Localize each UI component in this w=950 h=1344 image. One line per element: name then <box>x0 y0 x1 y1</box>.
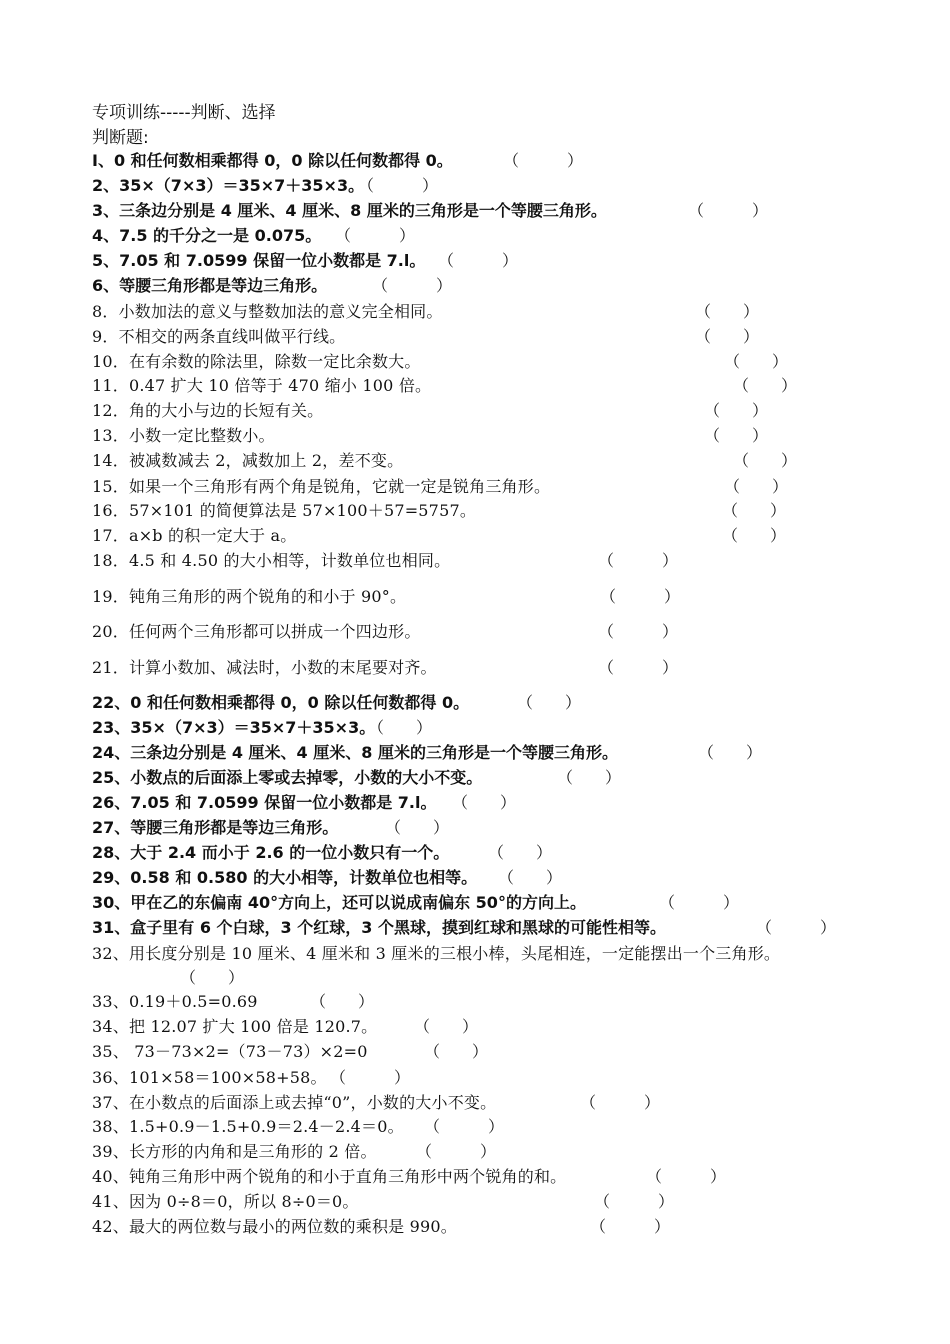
question-33: 33、0.19＋0.5=0.69 <box>92 992 258 1011</box>
question-10: 10．在有余数的除法里，除数一定比余数大。 <box>92 352 421 371</box>
question-9: 9．不相交的两条直线叫做平行线。 <box>92 327 346 346</box>
question-30: 30、甲在乙的东偏南 40°方向上，还可以说成南偏东 50°的方向上。 <box>92 893 586 912</box>
question-34: 34、把 12.07 扩大 100 倍是 120.7。 <box>92 1017 378 1036</box>
answer-blank-28[interactable]: （ ） <box>488 843 553 862</box>
question-2: 2、35×（7×3）＝35×7＋35×3。 <box>92 176 365 195</box>
question-31: 31、盒子里有 6 个白球，3 个红球，3 个黑球，摸到红球和黑球的可能性相等。 <box>92 918 666 937</box>
question-8: 8．小数加法的意义与整数加法的意义完全相同。 <box>92 302 443 321</box>
question-38: 38、1.5+0.9－1.5+0.9＝2.4－2.4＝0。 <box>92 1117 404 1136</box>
answer-blank-23[interactable]: （ ） <box>368 718 433 737</box>
answer-blank-4[interactable]: （ ） <box>335 226 416 245</box>
question-37: 37、在小数点的后面添上或去掉“0”，小数的大小不变。 <box>92 1093 497 1112</box>
question-1: I、0 和任何数相乘都得 0，0 除以任何数都得 0。 <box>92 151 453 170</box>
question-25: 25、小数点的后面添上零或去掉零，小数的大小不变。 <box>92 768 483 787</box>
answer-blank-11[interactable]: （ ） <box>733 376 798 395</box>
page-title: 专项训练-----判断、选择 <box>92 103 276 123</box>
question-20: 20．任何两个三角形都可以拼成一个四边形。 <box>92 622 421 641</box>
answer-blank-40[interactable]: （ ） <box>646 1167 727 1186</box>
question-23: 23、35×（7×3）＝35×7＋35×3。 <box>92 718 376 737</box>
answer-blank-1[interactable]: （ ） <box>503 151 584 170</box>
answer-blank-37[interactable]: （ ） <box>580 1093 661 1112</box>
answer-blank-15[interactable]: （ ） <box>724 477 789 496</box>
answer-blank-20[interactable]: （ ） <box>598 622 679 641</box>
question-42: 42、最大的两位数与最小的两位数的乘积是 990。 <box>92 1217 457 1236</box>
answer-blank-39[interactable]: （ ） <box>416 1142 497 1161</box>
section-label: 判断题: <box>92 128 149 148</box>
answer-blank-2[interactable]: （ ） <box>358 176 439 195</box>
question-22: 22、0 和任何数相乘都得 0，0 除以任何数都得 0。 <box>92 693 470 712</box>
answer-blank-8[interactable]: （ ） <box>695 302 760 321</box>
answer-blank-30[interactable]: （ ） <box>659 893 740 912</box>
question-11: 11．0.47 扩大 10 倍等于 470 缩小 100 倍。 <box>92 376 432 395</box>
answer-blank-33[interactable]: （ ） <box>310 992 375 1011</box>
answer-blank-27[interactable]: （ ） <box>385 818 450 837</box>
answer-blank-31[interactable]: （ ） <box>756 918 837 937</box>
answer-blank-34[interactable]: （ ） <box>414 1017 479 1036</box>
answer-blank-6[interactable]: （ ） <box>372 276 453 295</box>
question-14: 14．被减数减去 2，减数加上 2，差不变。 <box>92 451 404 470</box>
question-19: 19．钝角三角形的两个锐角的和小于 90°。 <box>92 587 407 606</box>
question-17: 17．a×b 的积一定大于 a。 <box>92 526 297 545</box>
question-3: 3、三条边分别是 4 厘米、4 厘米、8 厘米的三角形是一个等腰三角形。 <box>92 201 607 220</box>
question-28: 28、大于 2.4 而小于 2.6 的一位小数只有一个。 <box>92 843 450 862</box>
answer-blank-14[interactable]: （ ） <box>733 451 798 470</box>
question-36: 36、101×58＝100×58+58。 <box>92 1068 327 1087</box>
answer-blank-25[interactable]: （ ） <box>557 768 622 787</box>
answer-blank-42[interactable]: （ ） <box>590 1217 671 1236</box>
question-21: 21．计算小数加、减法时，小数的末尾要对齐。 <box>92 658 437 677</box>
question-32: 32、用长度分别是 10 厘米、4 厘米和 3 厘米的三根小棒，头尾相连，一定能摆出一个三角形。 <box>92 944 781 963</box>
answer-blank-21[interactable]: （ ） <box>598 658 679 677</box>
question-13: 13．小数一定比整数小。 <box>92 426 275 445</box>
answer-blank-24[interactable]: （ ） <box>698 743 763 762</box>
question-6: 6、等腰三角形都是等边三角形。 <box>92 276 328 295</box>
question-5: 5、7.05 和 7.0599 保留一位小数都是 7.l。 <box>92 251 426 270</box>
answer-blank-16[interactable]: （ ） <box>722 501 787 520</box>
answer-blank-41[interactable]: （ ） <box>594 1192 675 1211</box>
answer-blank-36[interactable]: （ ） <box>330 1068 411 1087</box>
question-4: 4、7.5 的千分之一是 0.075。 <box>92 226 322 245</box>
answer-blank-38[interactable]: （ ） <box>424 1117 505 1136</box>
answer-blank-29[interactable]: （ ） <box>498 868 563 887</box>
answer-blank-3[interactable]: （ ） <box>688 201 769 220</box>
answer-blank-22[interactable]: （ ） <box>517 693 582 712</box>
question-16: 16．57×101 的简便算法是 57×100＋57=5757。 <box>92 501 477 520</box>
answer-blank-19[interactable]: （ ） <box>600 587 681 606</box>
answer-blank-12[interactable]: （ ） <box>704 401 769 420</box>
question-15: 15．如果一个三角形有两个角是锐角，它就一定是锐角三角形。 <box>92 477 551 496</box>
answer-blank-10[interactable]: （ ） <box>724 352 789 371</box>
question-12: 12．角的大小与边的长短有关。 <box>92 401 324 420</box>
answer-blank-9[interactable]: （ ） <box>695 327 760 346</box>
answer-blank-18[interactable]: （ ） <box>598 551 679 570</box>
answer-blank-32[interactable]: （ ） <box>180 968 245 987</box>
answer-blank-26[interactable]: （ ） <box>452 793 517 812</box>
question-24: 24、三条边分别是 4 厘米、4 厘米、8 厘米的三角形是一个等腰三角形。 <box>92 743 618 762</box>
answer-blank-13[interactable]: （ ） <box>704 426 769 445</box>
question-29: 29、0.58 和 0.580 的大小相等，计数单位也相等。 <box>92 868 478 887</box>
answer-blank-5[interactable]: （ ） <box>438 251 519 270</box>
question-40: 40、钝角三角形中两个锐角的和小于直角三角形中两个锐角的和。 <box>92 1167 567 1186</box>
answer-blank-35[interactable]: （ ） <box>424 1042 489 1061</box>
question-39: 39、长方形的内角和是三角形的 2 倍。 <box>92 1142 377 1161</box>
question-41: 41、因为 0÷8＝0，所以 8÷0＝0。 <box>92 1192 359 1211</box>
answer-blank-17[interactable]: （ ） <box>722 526 787 545</box>
question-35: 35、 73－73×2=（73－73）×2=0 <box>92 1042 368 1061</box>
question-26: 26、7.05 和 7.0599 保留一位小数都是 7.l。 <box>92 793 437 812</box>
question-18: 18．4.5 和 4.50 的大小相等，计数单位也相同。 <box>92 551 451 570</box>
question-27: 27、等腰三角形都是等边三角形。 <box>92 818 339 837</box>
